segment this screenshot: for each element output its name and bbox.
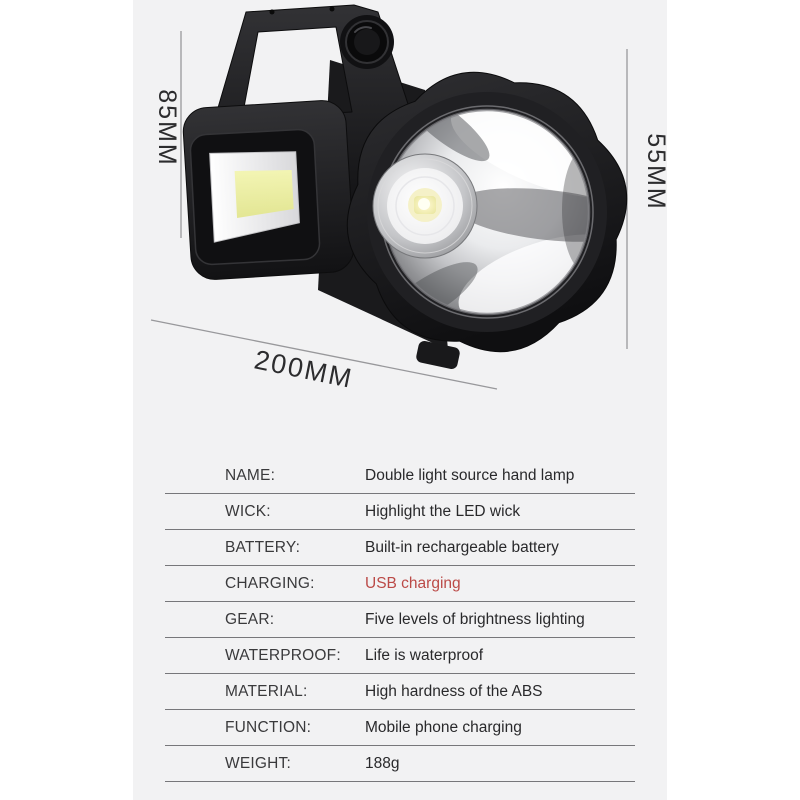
spec-value: Built-in rechargeable battery <box>365 538 559 556</box>
spec-row-wick <box>165 494 635 530</box>
spec-value: High hardness of the ABS <box>365 682 543 700</box>
lamp-head <box>347 72 645 370</box>
spec-label: NAME: <box>225 466 276 484</box>
spec-label: CHARGING: <box>225 574 315 592</box>
spec-row-function <box>165 710 635 746</box>
spec-label: WATERPROOF: <box>225 646 341 664</box>
handle-screw-icon <box>270 10 275 15</box>
spec-row-charging <box>165 566 635 602</box>
spec-value: 188g <box>365 754 400 772</box>
dimension-label-head: 55MM <box>642 133 670 211</box>
spec-value-highlighted: USB charging <box>365 574 461 592</box>
dimension-height <box>153 31 181 238</box>
spec-row-weight <box>165 746 635 782</box>
spec-row-waterproof <box>165 638 635 674</box>
spec-row-material <box>165 674 635 710</box>
main-led <box>373 154 477 258</box>
dimension-label-height: 85MM <box>153 89 181 167</box>
spec-row-name <box>165 458 635 494</box>
spec-row-battery <box>165 530 635 566</box>
spec-value: Five levels of brightness lighting <box>365 610 585 628</box>
power-button <box>340 15 394 69</box>
spec-label: BATTERY: <box>225 538 301 556</box>
cob-light-panel <box>190 129 321 265</box>
spec-table <box>165 458 635 782</box>
spec-label: GEAR: <box>225 610 275 628</box>
spec-value: Life is waterproof <box>365 646 484 664</box>
head-bottom-tab <box>415 340 461 370</box>
dimension-label-length: 200MM <box>251 344 356 394</box>
spec-value: Mobile phone charging <box>365 718 522 736</box>
spec-label: WICK: <box>225 502 271 520</box>
spec-row-gear <box>165 602 635 638</box>
spec-label: WEIGHT: <box>225 754 291 772</box>
spec-label: MATERIAL: <box>225 682 308 700</box>
spec-value: Highlight the LED wick <box>365 502 521 520</box>
handle-screw-icon <box>330 7 335 12</box>
spec-label: FUNCTION: <box>225 718 312 736</box>
dimension-head <box>627 49 670 349</box>
spec-value: Double light source hand lamp <box>365 466 575 484</box>
